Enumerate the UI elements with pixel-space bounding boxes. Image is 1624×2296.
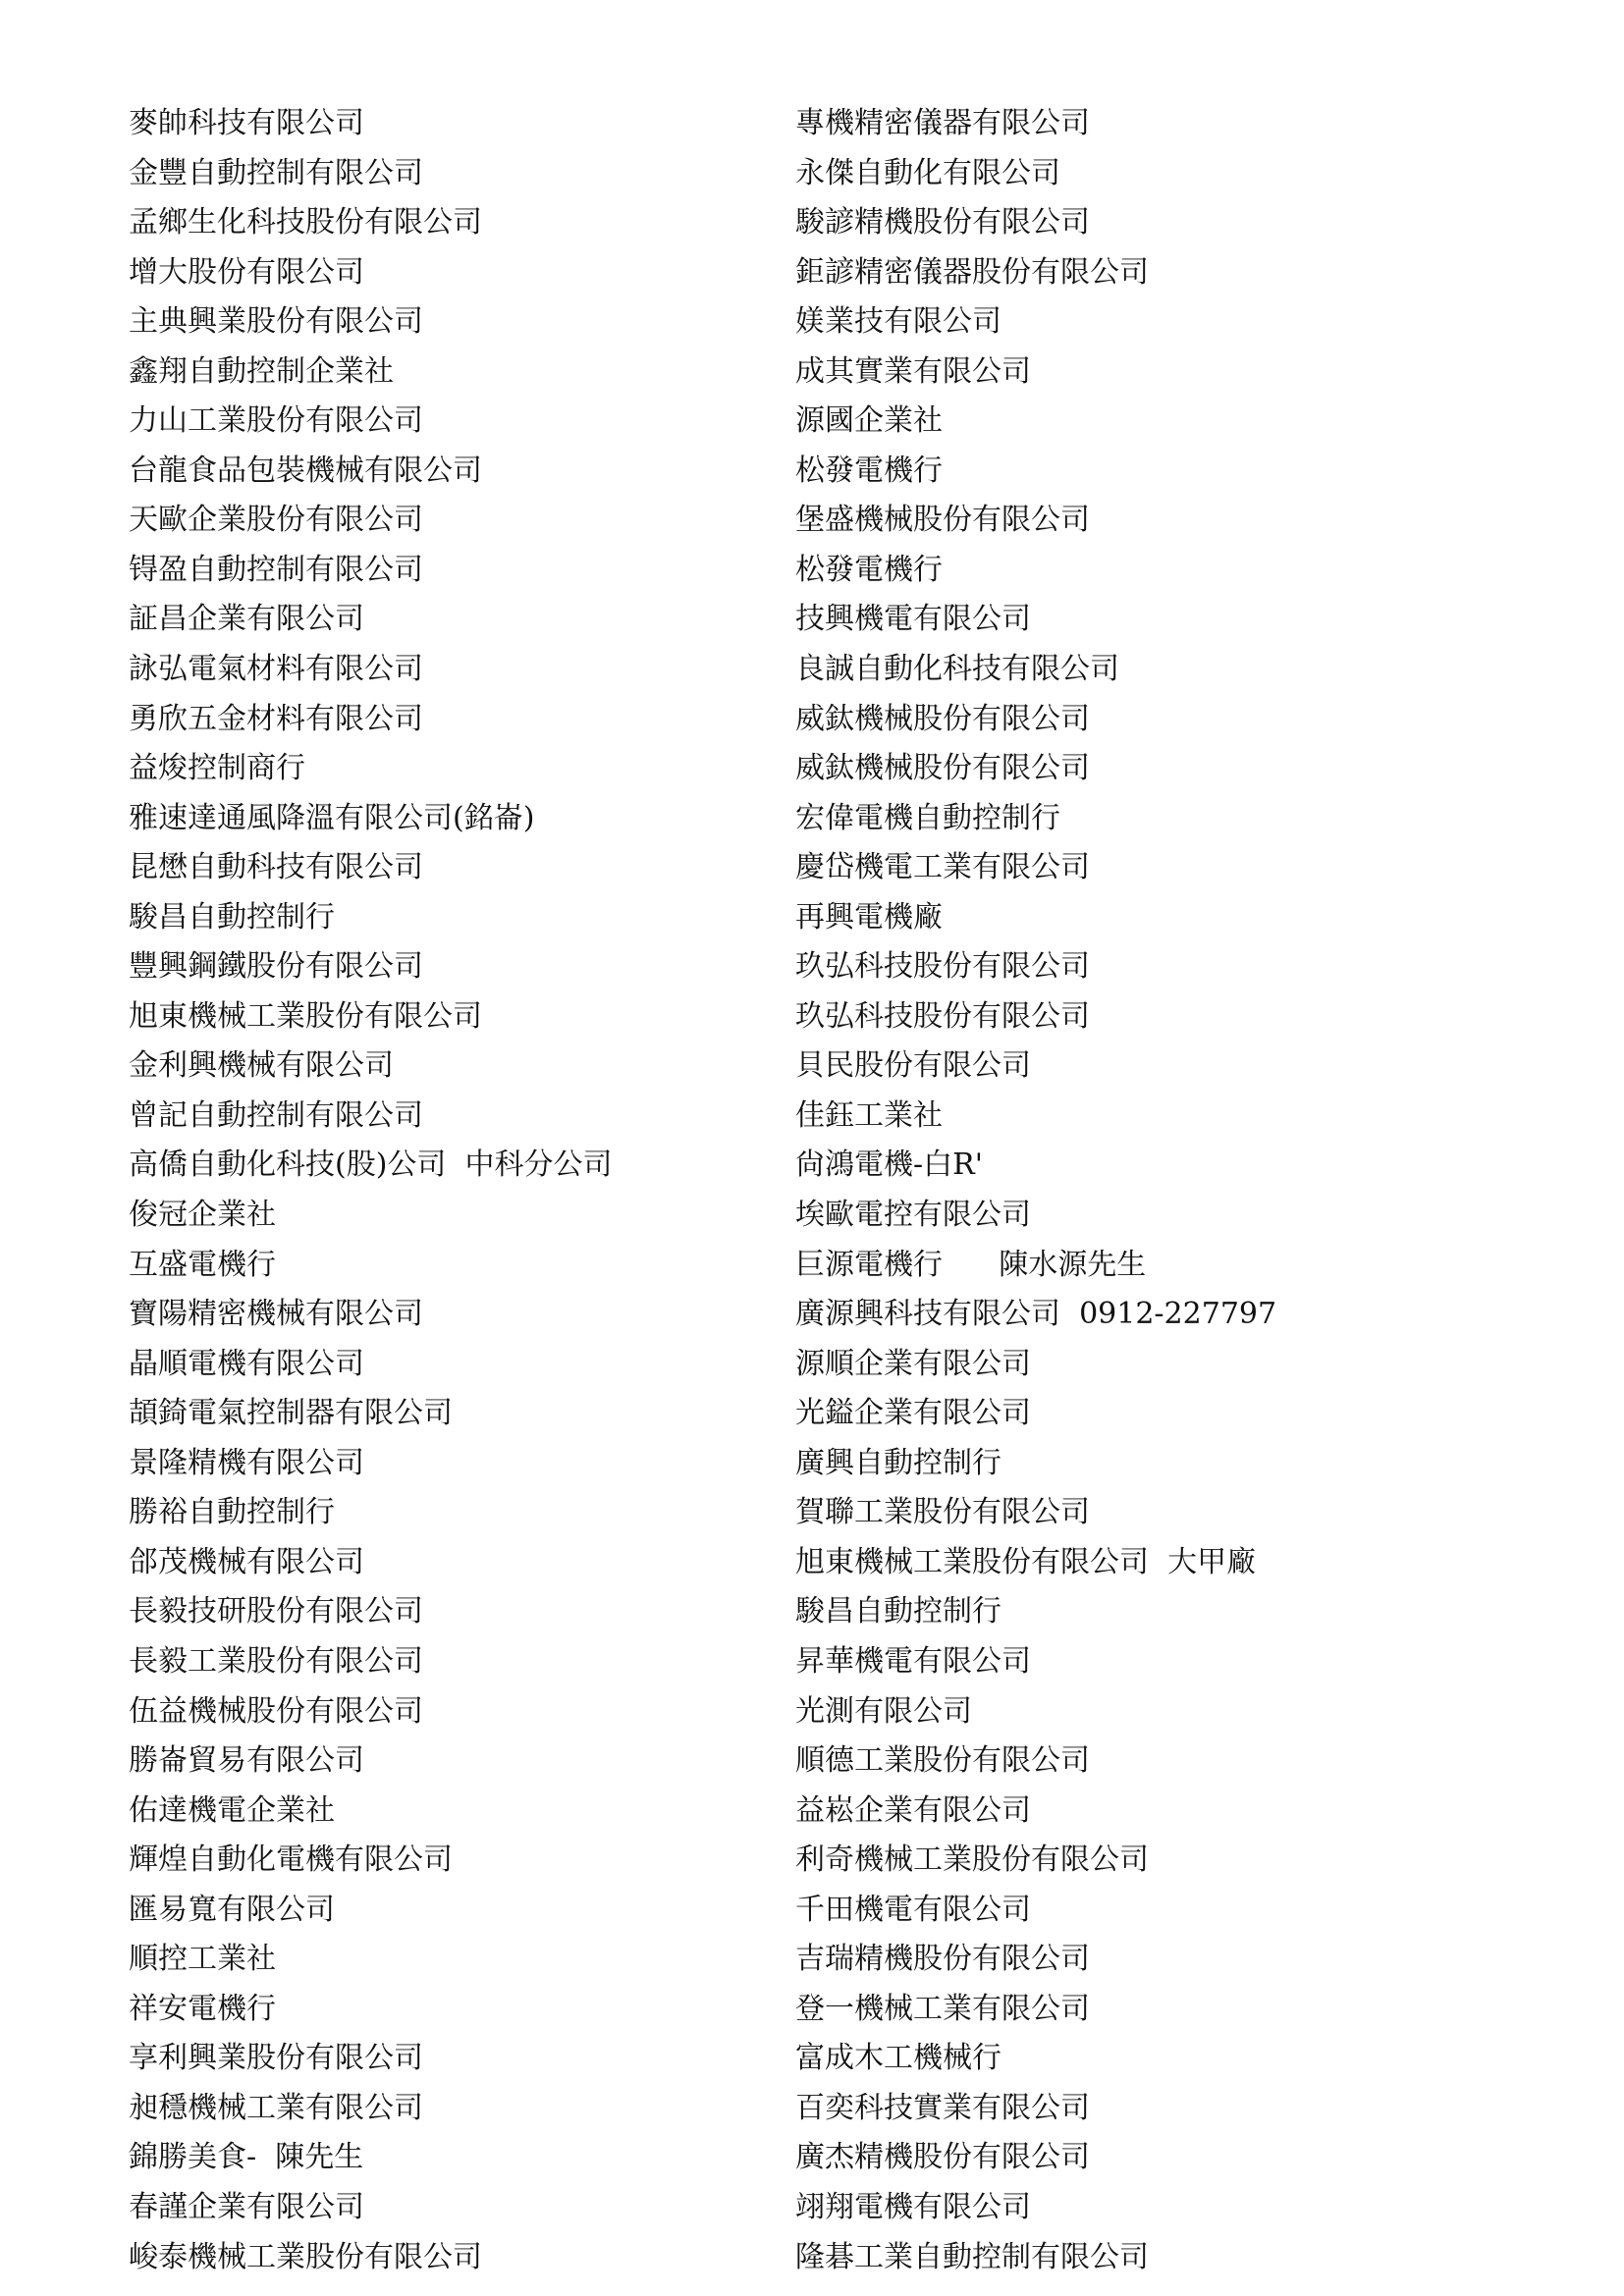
company-entry: 順德工業股份有限公司 [795, 1743, 1090, 1779]
company-entry: 利奇機械工業股份有限公司 [795, 1842, 1149, 1878]
company-entry: 頡錡電氣控制器有限公司 [129, 1396, 453, 1431]
company-entry: 勝裕自動控制行 [129, 1495, 335, 1530]
company-entry: 旭東機械工業股份有限公司 大甲廠 [795, 1544, 1257, 1579]
company-entry: 力山工業股份有限公司 [129, 403, 423, 439]
company-entry: 永傑自動化有限公司 [795, 155, 1060, 190]
company-entry: 昇華機電有限公司 [795, 1643, 1031, 1679]
company-entry: 互盛電機行 [129, 1247, 276, 1282]
company-entry: 貝民股份有限公司 [795, 1048, 1031, 1084]
company-entry: 技興機電有限公司 [795, 602, 1031, 637]
company-entry: 曾記自動控制有限公司 [129, 1097, 423, 1133]
company-entry: 吉瑞精機股份有限公司 [795, 1942, 1090, 1977]
company-entry: 台龍食品包裝機械有限公司 [129, 453, 482, 488]
company-entry: 松發電機行 [795, 552, 943, 587]
company-entry: 駿昌自動控制行 [129, 899, 335, 934]
company-entry: 锝盈自動控制有限公司 [129, 552, 423, 587]
company-entry: 伍益機械股份有限公司 [129, 1693, 423, 1729]
company-entry: 佳鈺工業社 [795, 1097, 943, 1133]
company-entry: 駿昌自動控制行 [795, 1594, 1001, 1629]
company-entry: 昆懋自動科技有限公司 [129, 850, 423, 885]
company-entry: 堡盛機械股份有限公司 [795, 503, 1090, 538]
company-entry: 麥帥科技有限公司 [129, 106, 364, 140]
company-entry: 巨源電機行 陳水源先生 [795, 1247, 1147, 1282]
company-list-left [129, 99, 757, 2282]
company-entry: 錦勝美食- 陳先生 [129, 2140, 364, 2175]
company-entry: 埃歐電控有限公司 [795, 1198, 1031, 1233]
company-entry: 寶陽精密機械有限公司 [129, 1297, 423, 1332]
company-entry: 豐興鋼鐵股份有限公司 [129, 949, 423, 985]
company-entry: 佑達機電企業社 [129, 1792, 335, 1828]
company-list-right [795, 99, 1522, 2282]
company-entry: 主典興業股份有限公司 [129, 304, 423, 340]
company-entry: 增大股份有限公司 [129, 254, 364, 290]
company-entry: 松發電機行 [795, 453, 943, 488]
company-entry: 千田機電有限公司 [795, 1892, 1031, 1927]
company-entry: 宏偉電機自動控制行 [795, 800, 1060, 835]
company-entry: 峻泰機械工業股份有限公司 [129, 2239, 482, 2274]
company-entry: 光測有限公司 [795, 1693, 972, 1729]
company-entry: 長毅工業股份有限公司 [129, 1643, 423, 1679]
company-entry: 尙鴻電機-白R' [795, 1148, 983, 1183]
company-entry: 廣杰精機股份有限公司 [795, 2140, 1090, 2175]
company-entry: 享利興業股份有限公司 [129, 2041, 423, 2076]
company-entry: 慶岱機電工業有限公司 [795, 850, 1090, 885]
company-entry: 俊冠企業社 [129, 1198, 276, 1233]
company-entry: 金豐自動控制有限公司 [129, 155, 423, 190]
company-entry: 順控工業社 [129, 1942, 276, 1977]
company-entry: 旭東機械工業股份有限公司 [129, 998, 482, 1034]
company-entry: 輝煌自動化電機有限公司 [129, 1842, 453, 1878]
company-entry: 勝崙貿易有限公司 [129, 1743, 364, 1779]
company-entry: 成其實業有限公司 [795, 353, 1031, 389]
company-entry: 源國企業社 [795, 403, 943, 439]
company-entry: 天歐企業股份有限公司 [129, 503, 423, 538]
company-entry: 玖弘科技股份有限公司 [795, 998, 1090, 1034]
company-entry: 金利興機械有限公司 [129, 1048, 394, 1084]
company-entry: 威鈦機械股份有限公司 [795, 701, 1090, 736]
company-entry: 駿諺精機股份有限公司 [795, 205, 1090, 240]
company-entry: 鑫翔自動控制企業社 [129, 353, 394, 389]
company-entry: 廣源興科技有限公司 0912-227797 [795, 1297, 1277, 1332]
company-entry: 玖弘科技股份有限公司 [795, 949, 1090, 985]
company-entry: 孟鄉生化科技股份有限公司 [129, 205, 482, 240]
company-entry: 鉅諺精密儀器股份有限公司 [795, 254, 1149, 290]
company-entry: 源順企業有限公司 [795, 1346, 1031, 1381]
company-entry: 登一機械工業有限公司 [795, 1991, 1090, 2026]
company-entry: 富成木工機械行 [795, 2041, 1001, 2076]
company-entry: 百奕科技實業有限公司 [795, 2090, 1090, 2125]
company-entry: 春謹企業有限公司 [129, 2189, 364, 2224]
company-entry: 翊翔電機有限公司 [795, 2189, 1031, 2224]
company-entry: 祥安電機行 [129, 1991, 276, 2026]
company-entry: 專機精密儀器有限公司 [795, 106, 1090, 140]
company-entry: 長毅技研股份有限公司 [129, 1594, 423, 1629]
company-entry: 益焌控制商行 [129, 751, 305, 786]
company-entry: 詠弘電氣材料有限公司 [129, 652, 423, 687]
company-entry: 廣興自動控制行 [795, 1445, 1001, 1480]
company-entry: 匯易寬有限公司 [129, 1892, 335, 1927]
company-entry: 高僑自動化科技(股)公司 中科分公司 [129, 1148, 613, 1183]
company-entry: 威鈦機械股份有限公司 [795, 751, 1090, 786]
company-entry: 隆碁工業自動控制有限公司 [795, 2239, 1149, 2274]
company-entry: 勇欣五金材料有限公司 [129, 701, 423, 736]
company-entry: 証昌企業有限公司 [129, 602, 364, 637]
company-entry: 昶穩機械工業有限公司 [129, 2090, 423, 2125]
company-entry: 良誠自動化科技有限公司 [795, 652, 1119, 687]
company-entry: 晶順電機有限公司 [129, 1346, 364, 1381]
company-entry: 益崧企業有限公司 [795, 1792, 1031, 1828]
company-entry: 賀聯工業股份有限公司 [795, 1495, 1090, 1530]
company-entry: 媄業技有限公司 [795, 304, 1001, 340]
company-entry: 再興電機廠 [795, 899, 943, 934]
company-entry: 光鎰企業有限公司 [795, 1396, 1031, 1431]
company-entry: 景隆精機有限公司 [129, 1445, 364, 1480]
company-entry: 雅速達通風降溫有限公司(銘崙) [129, 800, 535, 835]
company-entry: 郃茂機械有限公司 [129, 1544, 364, 1579]
